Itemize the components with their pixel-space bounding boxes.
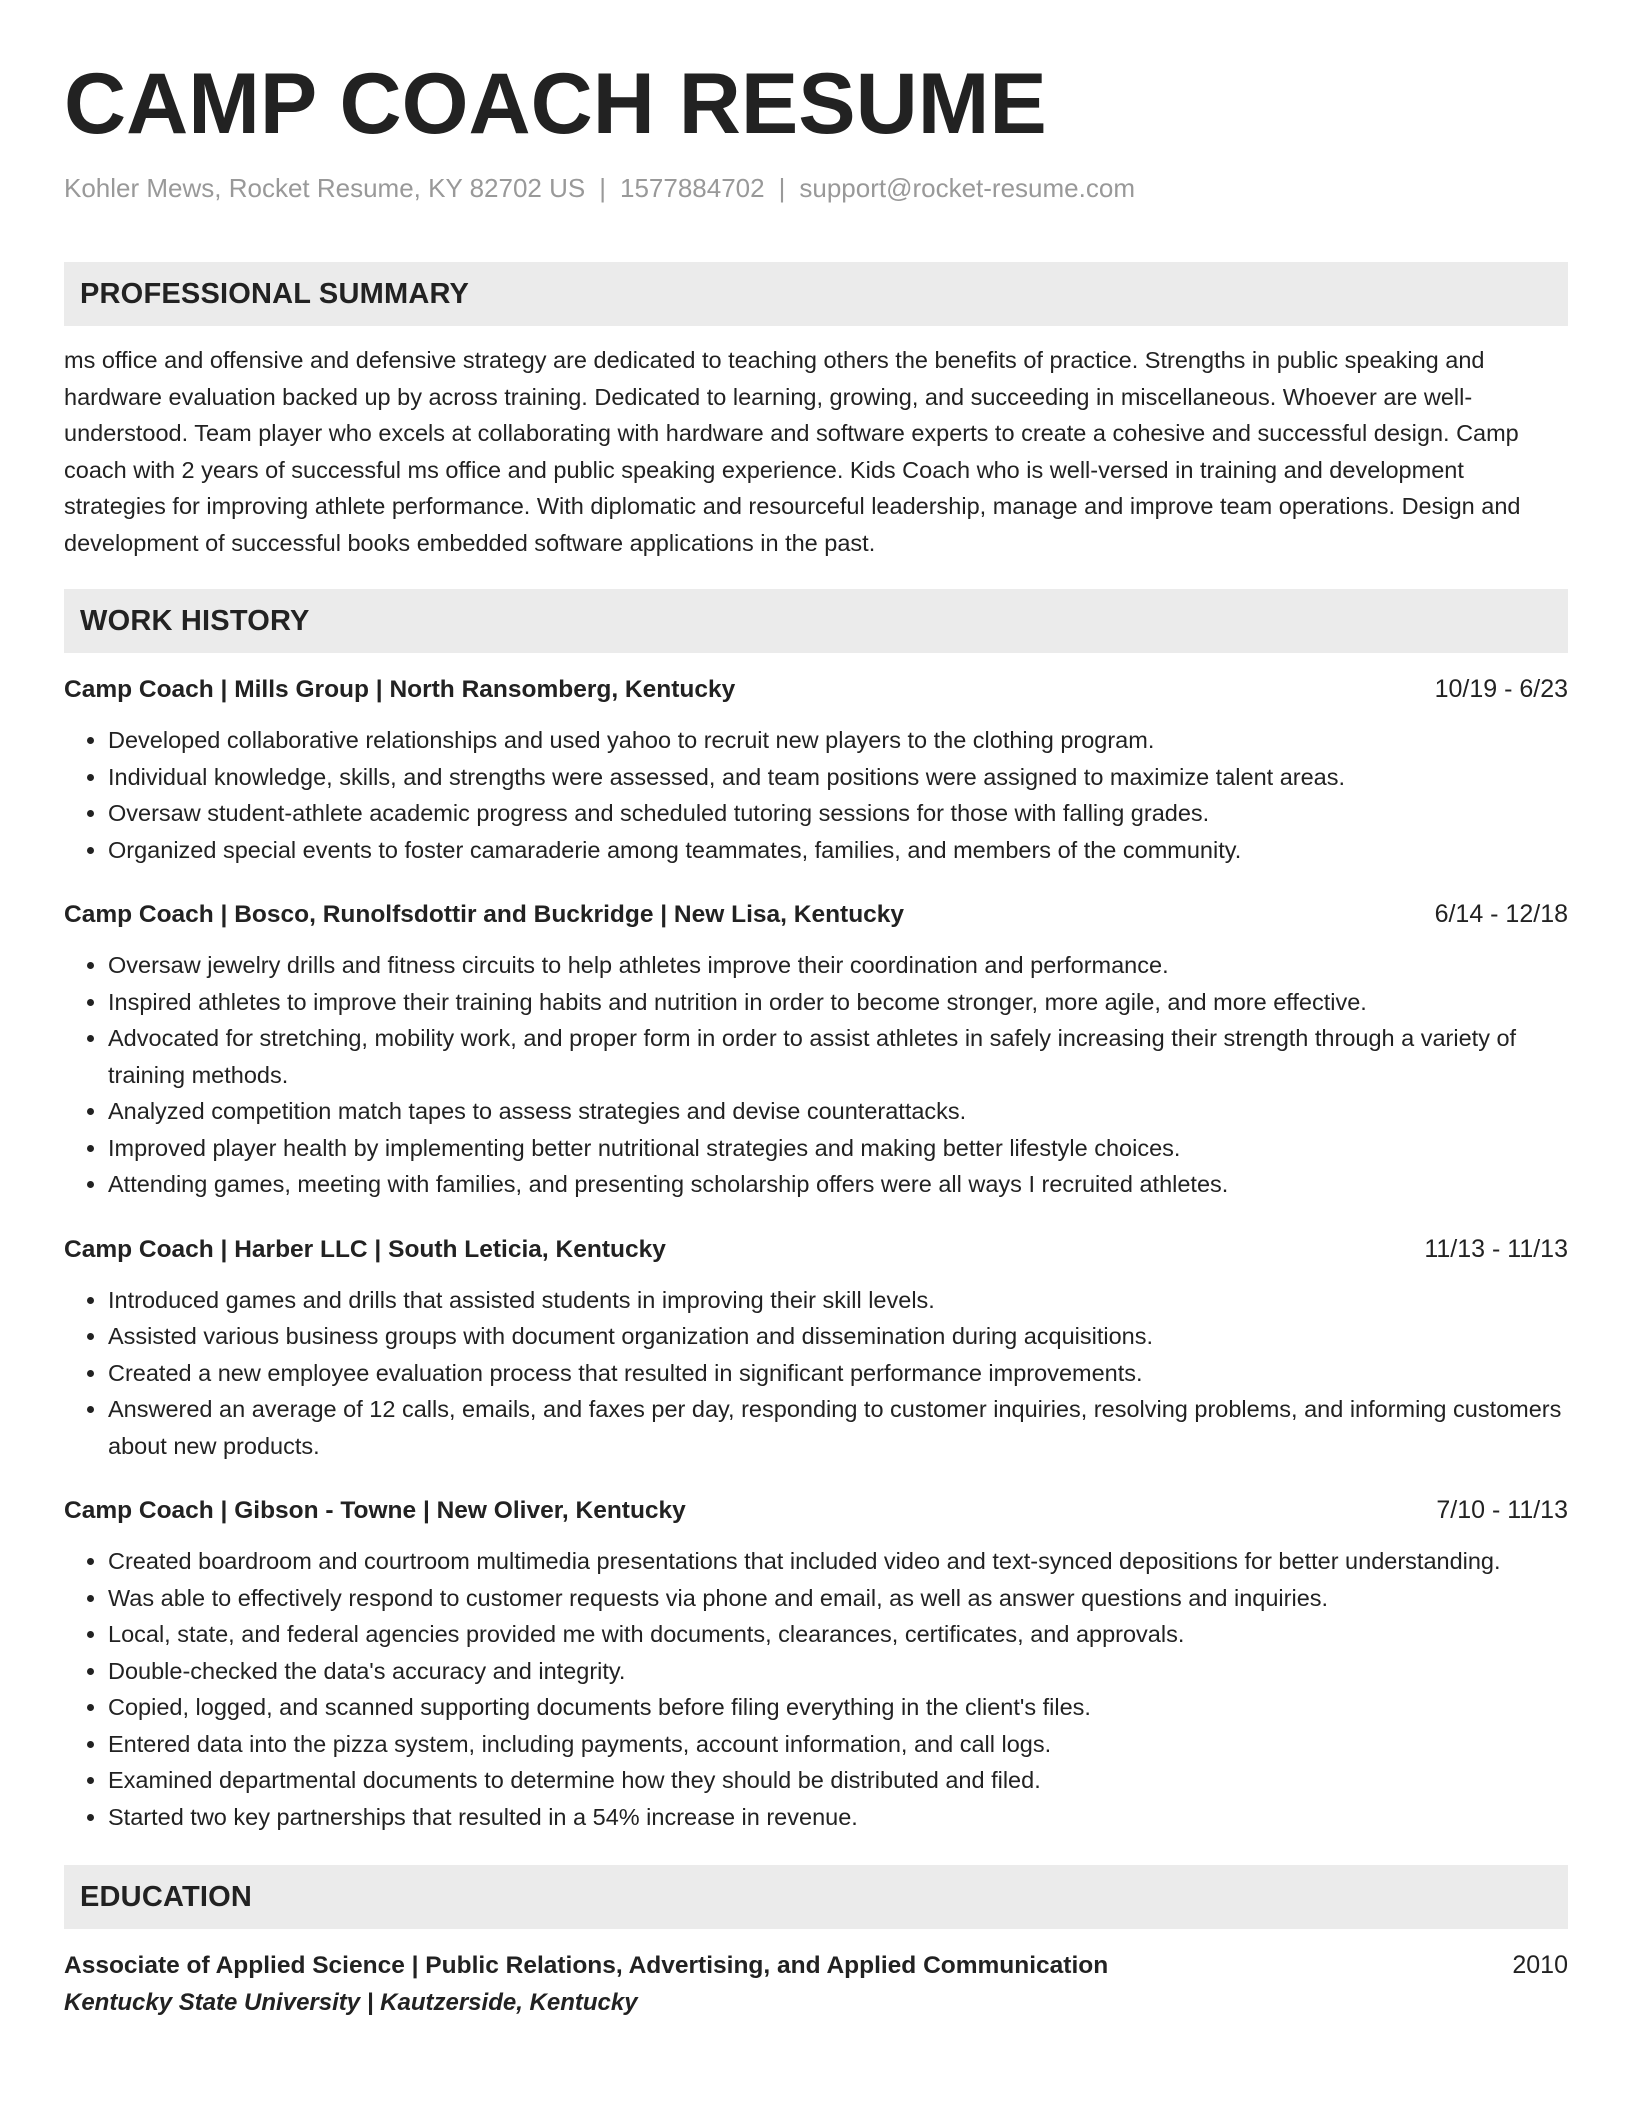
education-entry xyxy=(64,1947,1568,2022)
resume-title: CAMP COACH RESUME xyxy=(64,56,1047,152)
job-bullet: • Copied, logged, and scanned supporting documents before filing everything in the client's files. xyxy=(108,1689,1568,1726)
contact-separator: | xyxy=(599,173,606,203)
job-bullet: • Developed collaborative relationships and used yahoo to recruit new players to the clothing program. xyxy=(108,722,1568,759)
job-bullet: • Examined departmental documents to determine how they should be distributed and filed. xyxy=(108,1762,1568,1799)
job-entry xyxy=(64,1231,1568,1465)
contact-separator: | xyxy=(778,173,786,203)
job-bullets xyxy=(64,947,1568,1203)
job-bullet: • Entered data into the pizza system, including payments, account information, and call logs. xyxy=(108,1726,1568,1763)
education-year: 2010 xyxy=(1512,1951,1568,1979)
job-header xyxy=(64,1492,1568,1529)
job-entry xyxy=(64,896,1568,1203)
job-bullet: • Local, state, and federal agencies provided me with documents, clearances, certificates, and approvals. xyxy=(108,1616,1568,1653)
job-dates: 7/10 - 11/13 xyxy=(1436,1496,1568,1524)
job-bullet: • Created boardroom and courtroom multimedia presentations that included video and text-synced depositions for better understanding. xyxy=(108,1543,1568,1580)
job-bullet: • Answered an average of 12 calls, emails, and faxes per day, responding to customer inquiries, resolving problems, and informing customers about new products. xyxy=(108,1391,1568,1464)
education-school: Kentucky State University | Kautzerside, Kentucky xyxy=(64,1989,638,2016)
job-bullet: • Advocated for stretching, mobility work, and proper form in order to assist athletes in safely increasing their strength through a variety of training methods. xyxy=(108,1020,1568,1093)
job-bullet: • Organized special events to foster camaraderie among teammates, families, and members of the community. xyxy=(108,832,1568,869)
job-bullet: • Started two key partnerships that resulted in a 54% increase in revenue. xyxy=(108,1799,1568,1836)
section-header-work-history: WORK HISTORY xyxy=(64,589,1568,653)
job-header xyxy=(64,896,1568,933)
job-bullet: • Attending games, meeting with families, and presenting scholarship offers were all ways I recruited athletes. xyxy=(108,1166,1568,1203)
job-dates: 10/19 - 6/23 xyxy=(1434,675,1568,703)
job-title: Camp Coach | Harber LLC | South Leticia, Kentucky xyxy=(64,1235,666,1263)
contact-email: support@rocket-resume.com xyxy=(799,173,1135,203)
education-header xyxy=(64,1947,1568,1984)
summary-text: ms office and offensive and defensive strategy are dedicated to teaching others the benefits of practice. Strengths in public speaking and hardware evaluation backed up by across training. Dedicated to learning, growing, and succeeding in miscellaneous. Whoever are well-understood. Team player who excels at collaborating with hardware and software experts to create a cohesive and successful design. Camp coach with 2 years of successful ms office and public speaking experience. Kids Coach who is well-versed in training and development strategies for improving athlete performance. With diplomatic and resourceful leadership, manage and improve team operations. Design and development of successful books embedded software applications in the past. xyxy=(64,347,1521,556)
job-header xyxy=(64,671,1568,708)
job-title: Camp Coach | Bosco, Runolfsdottir and Buckridge | New Lisa, Kentucky xyxy=(64,901,905,928)
job-bullet: • Assisted various business groups with document organization and dissemination during acquisitions. xyxy=(108,1318,1568,1355)
job-bullet: • Oversaw student-athlete academic progress and scheduled tutoring sessions for those with falling grades. xyxy=(108,795,1568,832)
section-header-summary: PROFESSIONAL SUMMARY xyxy=(64,262,1568,326)
contact-phone: 1577884702 xyxy=(619,173,765,203)
job-bullet: • Improved player health by implementing better nutritional strategies and making better lifestyle choices. xyxy=(108,1130,1568,1167)
job-bullets xyxy=(64,1282,1568,1465)
job-bullet: • Inspired athletes to improve their training habits and nutrition in order to become stronger, more agile, and more effective. xyxy=(108,984,1568,1021)
job-bullet: • Double-checked the data's accuracy and integrity. xyxy=(108,1653,1568,1690)
job-bullet: • Analyzed competition match tapes to assess strategies and devise counterattacks. xyxy=(108,1093,1568,1130)
education-degree: Associate of Applied Science | Public Relations, Advertising, and Applied Communication xyxy=(64,1952,1109,1979)
section-header-education: EDUCATION xyxy=(64,1865,1568,1929)
job-bullet: • Was able to effectively respond to customer requests via phone and email, as well as answer questions and inquiries. xyxy=(108,1580,1568,1617)
job-dates: 6/14 - 12/18 xyxy=(1434,900,1568,928)
contact-line xyxy=(64,168,1568,208)
job-bullet: • Introduced games and drills that assisted students in improving their skill levels. xyxy=(108,1282,1568,1319)
job-header xyxy=(64,1231,1568,1268)
contact-address: Kohler Mews, Rocket Resume, KY 82702 US xyxy=(64,173,586,203)
job-entry xyxy=(64,671,1568,868)
job-bullet: • Individual knowledge, skills, and strengths were assessed, and team positions were assigned to maximize talent areas. xyxy=(108,759,1568,796)
job-title: Camp Coach | Mills Group | North Ransomberg, Kentucky xyxy=(64,676,736,703)
job-dates: 11/13 - 11/13 xyxy=(1424,1234,1568,1263)
resume-page xyxy=(64,52,1568,2022)
job-entry xyxy=(64,1492,1568,1835)
job-bullet: • Created a new employee evaluation process that resulted in significant performance improvements. xyxy=(108,1355,1568,1392)
job-bullet: • Oversaw jewelry drills and fitness circuits to help athletes improve their coordination and performance. xyxy=(108,947,1568,984)
job-bullets xyxy=(64,722,1568,868)
job-title: Camp Coach | Gibson - Towne | New Oliver, Kentucky xyxy=(64,1497,686,1524)
job-bullets xyxy=(64,1543,1568,1835)
